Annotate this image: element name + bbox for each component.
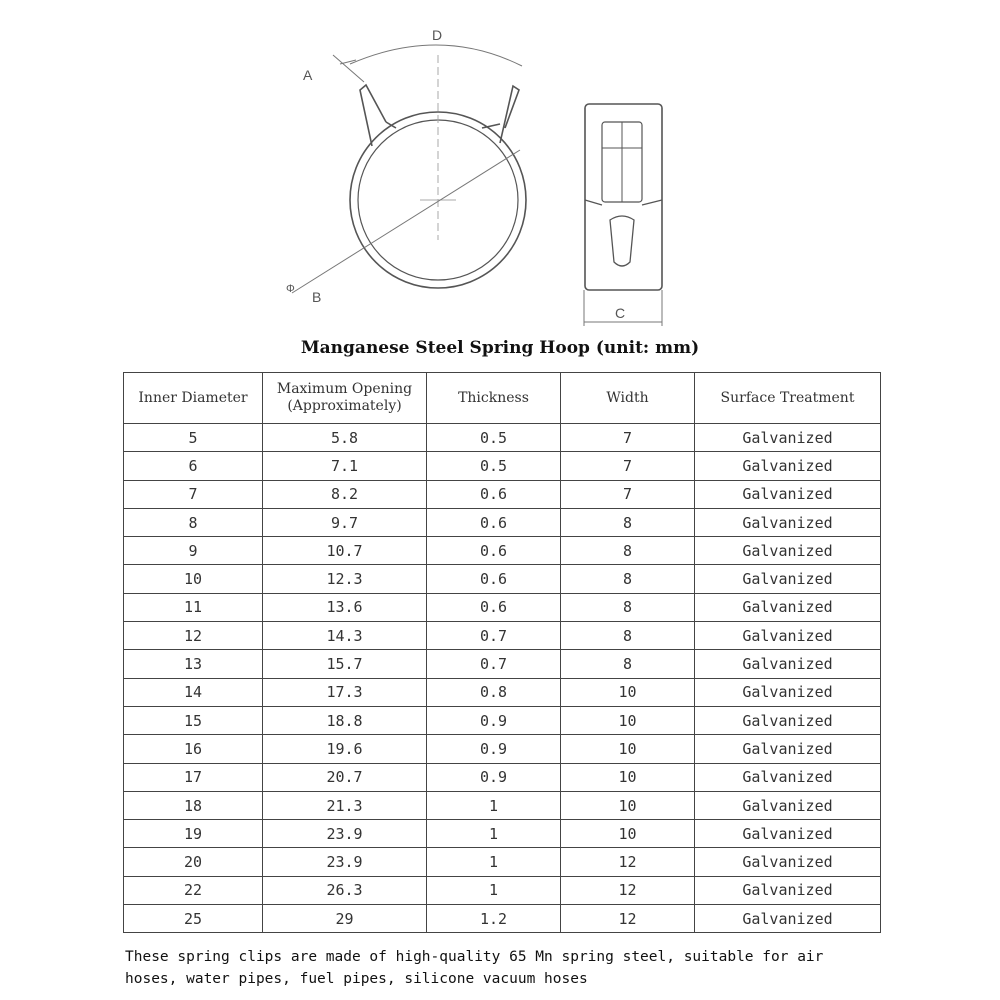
cell-inner-diameter: 8 xyxy=(124,508,263,536)
table-row xyxy=(124,848,881,876)
cell-surface-treatment: Galvanized xyxy=(695,508,881,536)
cell-surface-treatment: Galvanized xyxy=(695,593,881,621)
cell-thickness: 0.6 xyxy=(427,480,561,508)
header-maximum-opening-line2: (Approximately) xyxy=(287,398,402,414)
cell-width: 12 xyxy=(561,848,695,876)
label-b: B xyxy=(312,289,322,305)
cell-surface-treatment: Galvanized xyxy=(695,706,881,734)
cell-thickness: 0.7 xyxy=(427,650,561,678)
table-row xyxy=(124,480,881,508)
note-line-1: These spring clips are made of high-quality 65 Mn spring steel, suitable for air xyxy=(125,949,824,965)
cell-maximum-opening: 15.7 xyxy=(263,650,427,678)
label-a: A xyxy=(303,67,313,83)
cell-inner-diameter: 13 xyxy=(124,650,263,678)
table-row xyxy=(124,650,881,678)
cell-surface-treatment: Galvanized xyxy=(695,848,881,876)
cell-width: 8 xyxy=(561,593,695,621)
header-maximum-opening xyxy=(263,373,427,424)
header-width: Width xyxy=(561,373,695,424)
cell-width: 8 xyxy=(561,508,695,536)
cell-width: 8 xyxy=(561,622,695,650)
table-header-row xyxy=(124,373,881,424)
center-marks xyxy=(420,55,456,240)
table-row xyxy=(124,537,881,565)
cell-maximum-opening: 10.7 xyxy=(263,537,427,565)
table-row xyxy=(124,706,881,734)
cell-thickness: 0.9 xyxy=(427,706,561,734)
spring-hoop-technical-drawing xyxy=(0,0,1000,335)
cell-inner-diameter: 18 xyxy=(124,791,263,819)
table-row xyxy=(124,508,881,536)
table-title: Manganese Steel Spring Hoop (unit: mm) xyxy=(300,338,700,358)
cell-surface-treatment: Galvanized xyxy=(695,622,881,650)
cell-maximum-opening: 8.2 xyxy=(263,480,427,508)
cell-inner-diameter: 20 xyxy=(124,848,263,876)
note-line-2: hoses, water pipes, fuel pipes, silicone vacuum hoses xyxy=(125,971,588,987)
cell-width: 10 xyxy=(561,678,695,706)
table-row xyxy=(124,791,881,819)
cell-thickness: 0.5 xyxy=(427,452,561,480)
cell-thickness: 1 xyxy=(427,848,561,876)
cell-surface-treatment: Galvanized xyxy=(695,763,881,791)
cell-thickness: 0.8 xyxy=(427,678,561,706)
cell-maximum-opening: 12.3 xyxy=(263,565,427,593)
dimension-labels xyxy=(286,27,625,321)
cell-maximum-opening: 13.6 xyxy=(263,593,427,621)
label-c: C xyxy=(615,305,626,321)
cell-surface-treatment: Galvanized xyxy=(695,480,881,508)
clip-side-view xyxy=(585,104,662,290)
cell-width: 12 xyxy=(561,876,695,904)
cell-maximum-opening: 7.1 xyxy=(263,452,427,480)
cell-thickness: 1 xyxy=(427,820,561,848)
cell-maximum-opening: 21.3 xyxy=(263,791,427,819)
table-row xyxy=(124,565,881,593)
table-row xyxy=(124,763,881,791)
cell-width: 10 xyxy=(561,706,695,734)
label-phi: Φ xyxy=(286,283,295,295)
cell-width: 10 xyxy=(561,735,695,763)
cell-surface-treatment: Galvanized xyxy=(695,735,881,763)
cell-width: 7 xyxy=(561,480,695,508)
cell-inner-diameter: 22 xyxy=(124,876,263,904)
cell-width: 10 xyxy=(561,763,695,791)
cell-surface-treatment: Galvanized xyxy=(695,537,881,565)
cell-thickness: 1 xyxy=(427,876,561,904)
cell-thickness: 0.6 xyxy=(427,537,561,565)
cell-inner-diameter: 25 xyxy=(124,905,263,933)
table-row xyxy=(124,452,881,480)
cell-surface-treatment: Galvanized xyxy=(695,452,881,480)
cell-surface-treatment: Galvanized xyxy=(695,876,881,904)
label-d: D xyxy=(432,27,443,43)
cell-maximum-opening: 18.8 xyxy=(263,706,427,734)
cell-width: 7 xyxy=(561,424,695,452)
table-row xyxy=(124,622,881,650)
cell-maximum-opening: 5.8 xyxy=(263,424,427,452)
table-row xyxy=(124,820,881,848)
cell-thickness: 0.6 xyxy=(427,593,561,621)
header-thickness: Thickness xyxy=(427,373,561,424)
cell-width: 10 xyxy=(561,791,695,819)
cell-thickness: 0.6 xyxy=(427,565,561,593)
cell-inner-diameter: 6 xyxy=(124,452,263,480)
table-row xyxy=(124,593,881,621)
cell-thickness: 0.9 xyxy=(427,735,561,763)
cell-surface-treatment: Galvanized xyxy=(695,678,881,706)
cell-inner-diameter: 5 xyxy=(124,424,263,452)
product-note xyxy=(125,946,885,990)
dimension-lines xyxy=(292,45,662,326)
cell-width: 12 xyxy=(561,905,695,933)
cell-surface-treatment: Galvanized xyxy=(695,791,881,819)
cell-inner-diameter: 15 xyxy=(124,706,263,734)
cell-maximum-opening: 20.7 xyxy=(263,763,427,791)
cell-width: 7 xyxy=(561,452,695,480)
table-row xyxy=(124,424,881,452)
header-maximum-opening-line1: Maximum Opening xyxy=(276,381,413,397)
cell-inner-diameter: 14 xyxy=(124,678,263,706)
cell-inner-diameter: 12 xyxy=(124,622,263,650)
cell-inner-diameter: 9 xyxy=(124,537,263,565)
table-row xyxy=(124,876,881,904)
cell-maximum-opening: 9.7 xyxy=(263,508,427,536)
cell-width: 10 xyxy=(561,820,695,848)
cell-thickness: 0.9 xyxy=(427,763,561,791)
cell-maximum-opening: 19.6 xyxy=(263,735,427,763)
cell-thickness: 0.6 xyxy=(427,508,561,536)
cell-inner-diameter: 10 xyxy=(124,565,263,593)
cell-maximum-opening: 29 xyxy=(263,905,427,933)
cell-inner-diameter: 19 xyxy=(124,820,263,848)
cell-inner-diameter: 16 xyxy=(124,735,263,763)
cell-thickness: 1 xyxy=(427,791,561,819)
cell-inner-diameter: 17 xyxy=(124,763,263,791)
cell-thickness: 0.7 xyxy=(427,622,561,650)
cell-surface-treatment: Galvanized xyxy=(695,424,881,452)
cell-maximum-opening: 14.3 xyxy=(263,622,427,650)
cell-thickness: 0.5 xyxy=(427,424,561,452)
cell-width: 8 xyxy=(561,565,695,593)
header-surface-treatment: Surface Treatment xyxy=(695,373,881,424)
table-row xyxy=(124,678,881,706)
cell-maximum-opening: 26.3 xyxy=(263,876,427,904)
cell-width: 8 xyxy=(561,650,695,678)
cell-width: 8 xyxy=(561,537,695,565)
table-row xyxy=(124,905,881,933)
cell-surface-treatment: Galvanized xyxy=(695,650,881,678)
cell-surface-treatment: Galvanized xyxy=(695,905,881,933)
cell-surface-treatment: Galvanized xyxy=(695,565,881,593)
spec-table xyxy=(123,372,881,933)
table-row xyxy=(124,735,881,763)
header-inner-diameter: Inner Diameter xyxy=(124,373,263,424)
cell-inner-diameter: 7 xyxy=(124,480,263,508)
cell-thickness: 1.2 xyxy=(427,905,561,933)
cell-inner-diameter: 11 xyxy=(124,593,263,621)
table-body xyxy=(124,424,881,933)
cell-surface-treatment: Galvanized xyxy=(695,820,881,848)
cell-maximum-opening: 23.9 xyxy=(263,820,427,848)
cell-maximum-opening: 17.3 xyxy=(263,678,427,706)
cell-maximum-opening: 23.9 xyxy=(263,848,427,876)
